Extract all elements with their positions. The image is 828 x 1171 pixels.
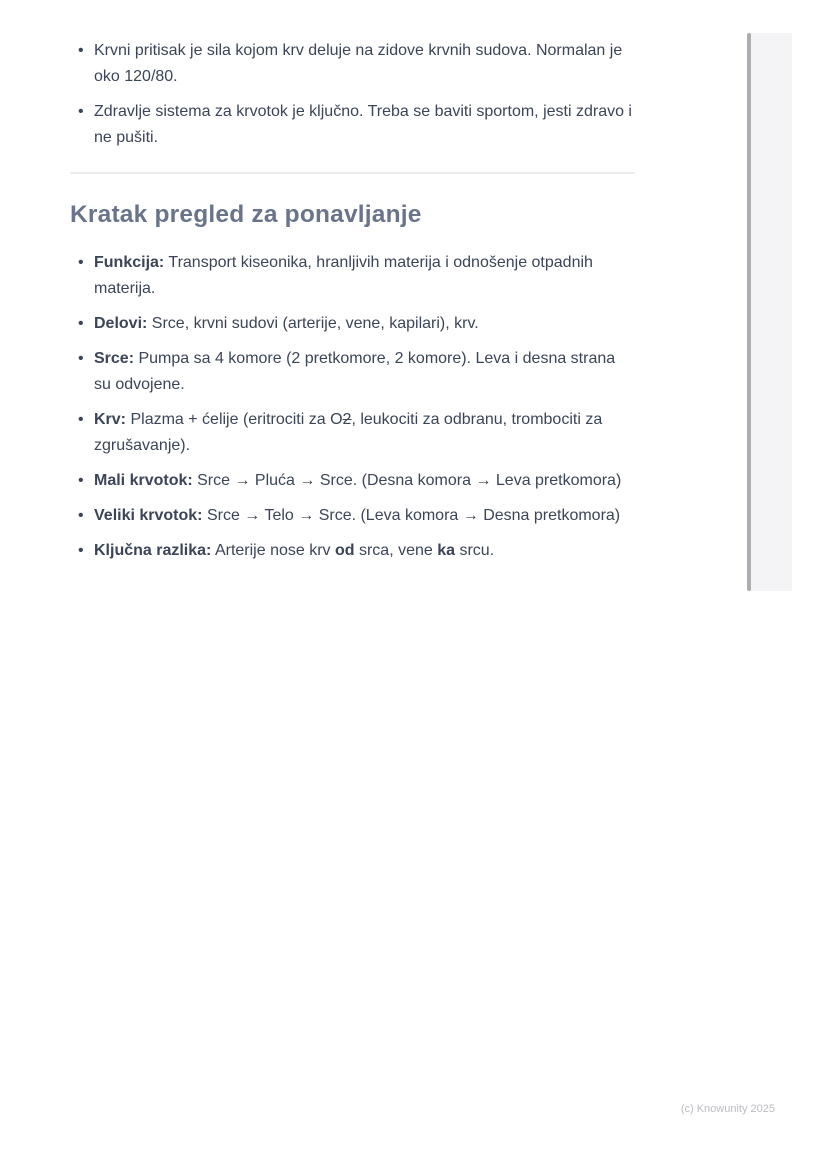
review-list [70, 250, 635, 564]
list-item [70, 99, 635, 151]
list-item [70, 38, 635, 90]
scrollbar-track[interactable] [747, 33, 792, 591]
list-item [70, 407, 635, 459]
text-segment: Funkcija: [94, 254, 165, 271]
text-segment: Srce: [94, 350, 135, 367]
text-segment: Veliki krvotok: [94, 507, 203, 524]
text-segment: Srce, krvni sudovi (arterije, vene, kapilari), krv. [147, 315, 479, 332]
list-item [70, 503, 635, 529]
text-segment: Arterije nose krv [211, 542, 335, 559]
text-segment: Krv: [94, 411, 127, 428]
text-segment: Srce → Pluća → Srce. (Desna komora → Leva pretkomora) [192, 472, 622, 489]
list-item [70, 538, 635, 564]
list-item [70, 250, 635, 302]
text-segment: ka [437, 542, 456, 559]
text-segment: Zdravlje sistema za krvotok je ključno. Treba se baviti sportom, jesti zdravo i ne pušiti. [94, 103, 632, 146]
text-segment: Transport kiseonika, hranljivih materija i odnošenje otpadnih materija. [94, 254, 593, 297]
list-item [70, 468, 635, 494]
text-segment: od [334, 542, 355, 559]
text-segment: Plazma + ćelije (eritrociti za O [126, 411, 343, 428]
scrollbar-thumb[interactable] [747, 33, 751, 591]
text-segment: Pumpa sa 4 komore (2 pretkomore, 2 komore). Leva i desna strana su odvojene. [94, 350, 616, 393]
text-segment: srcu. [455, 542, 495, 559]
section-heading: Kratak pregled za ponavljanje [70, 201, 422, 228]
text-segment: srca, vene [354, 542, 438, 559]
text-segment: Ključna razlika: [94, 542, 212, 559]
text-segment: Krvni pritisak je sila kojom krv deluje na zidove krvnih sudova. Normalan je oko 120/80. [94, 42, 623, 85]
text-segment: Mali krvotok: [94, 472, 193, 489]
text-segment: , leukociti za odbranu, trombociti za zgrušavanje). [94, 411, 603, 454]
list-item [70, 346, 635, 398]
list-item [70, 311, 635, 337]
section-divider [70, 172, 635, 174]
copyright-footer: (c) Knowunity 2025 [680, 1103, 775, 1115]
intro-list [70, 38, 635, 151]
text-segment: Srce → Telo → Srce. (Leva komora → Desna pretkomora) [202, 507, 621, 524]
text-segment: 2 [342, 411, 352, 428]
document-content [70, 0, 635, 573]
text-segment: Delovi: [94, 315, 148, 332]
